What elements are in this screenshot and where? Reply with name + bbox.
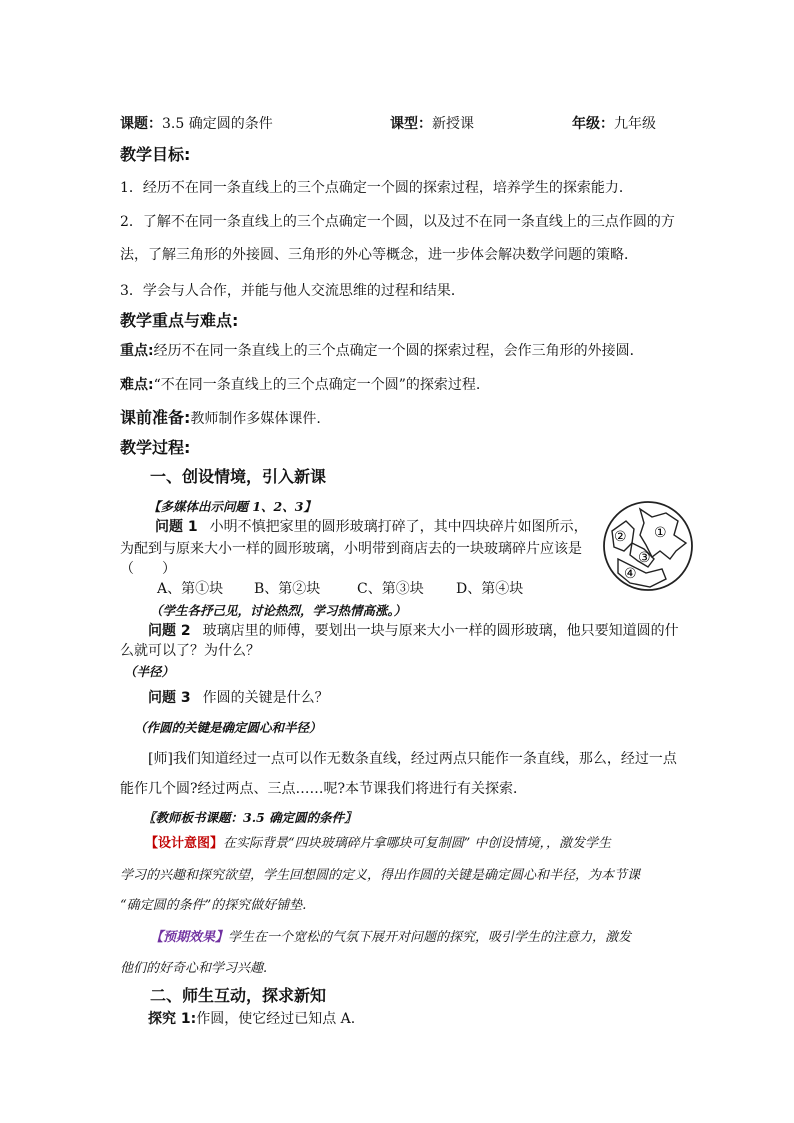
question-2-line-1: [148, 620, 679, 640]
question-1-line-2: 为配到与原来大小一样的圆形玻璃，小明带到商店去的一块玻璃碎片应该是: [120, 541, 582, 557]
design-label: 【设计意图】: [145, 836, 224, 851]
explore-1: [148, 1008, 355, 1028]
fragment-label-1: ①: [654, 525, 667, 541]
key-label: 重点:: [120, 343, 154, 359]
question-1-label: 问题 1: [155, 519, 198, 535]
option-d: D、第④块: [456, 581, 524, 597]
goal-item-3: 3．学会与人合作，并能与他人交流思维的过程和结果．: [120, 283, 465, 299]
prep-label: 课前准备:: [120, 408, 191, 427]
topic-value: 3.5 确定圆的条件: [162, 116, 273, 132]
teacher-line-2: 能作几个圆?经过两点、三点……呢?本节课我们将进行有关探索．: [120, 781, 528, 797]
fragment-label-3: ③: [638, 550, 651, 566]
difficulty-point: [120, 374, 480, 394]
section-1-title: 一、创设情境，引入新课: [150, 467, 327, 486]
goal-item-1: 1．经历不在同一条直线上的三个点确定一个圆的探索过程，培养学生的探索能力．: [120, 180, 633, 196]
question-3: [148, 687, 329, 707]
difficulty-text: “不在同一条直线上的三个点确定一个圆”的探索过程.: [153, 377, 481, 393]
option-c: C、第③块: [357, 581, 424, 597]
grade-value: 九年级: [614, 116, 656, 132]
question-3-answer: （作圆的关键是确定圆心和半径）: [134, 720, 322, 735]
question-1-answer-note: （学生各抒己见，讨论热烈，学习热情高涨。）: [150, 603, 407, 618]
design-line-2: 学习的兴趣和探究欲望，学生回想圆的定义，得出作圆的关键是确定圆心和半径，为本节课: [120, 868, 641, 883]
option-a: A、第①块: [157, 581, 224, 597]
key-text: 经历不在同一条直线上的三个点确定一个圆的探索过程，会作三角形的外接圆．: [153, 343, 644, 359]
teacher-line-1: [师]我们知道经过一点可以作无数条直线，经过两点只能作一条直线，那么，经过一点: [148, 751, 677, 767]
board-note: 〖教师板书课题：3.5 确定圆的条件〗: [143, 810, 357, 825]
broken-glass-figure: [600, 499, 696, 597]
section-2-title: 二、师生互动，探求新知: [150, 986, 327, 1005]
prep-text: 教师制作多媒体课件.: [190, 411, 321, 427]
question-2-answer: （半径）: [124, 664, 175, 679]
question-1-paren: （ ）: [120, 561, 176, 577]
header-type: [390, 113, 474, 133]
effect-label: 【预期效果】: [150, 930, 229, 945]
effect-line-2: 他们的好奇心和学习兴趣.: [120, 961, 268, 976]
type-label: 课型：: [390, 116, 432, 132]
effect-line-1: [150, 926, 631, 945]
process-heading: 教学过程:: [120, 438, 191, 457]
goal-item-2-line-2: 法，了解三角形的外接圆、三角形的外心等概念，进一步体会解决数学问题的策略．: [120, 247, 638, 263]
question-2-text: 玻璃店里的师傅，要划出一块与原来大小一样的圆形玻璃，他只要知道圆的什: [202, 623, 679, 639]
design-line-3: “确定圆的条件”的探究做好铺垫.: [120, 898, 307, 913]
goals-heading: 教学目标:: [120, 145, 191, 164]
key-heading: 教学重点与难点:: [120, 311, 239, 330]
key-point: [120, 340, 644, 360]
question-2-line-2: 么就可以了？为什么？: [120, 643, 260, 659]
grade-label: 年级：: [572, 116, 614, 132]
explore-text: 作圆，使它经过已知点 A.: [196, 1011, 356, 1027]
prep: [120, 405, 321, 428]
question-3-label: 问题 3: [148, 690, 191, 706]
option-b: B、第②块: [254, 581, 321, 597]
type-value: 新授课: [432, 116, 474, 132]
effect-text-1: 学生在一个宽松的气氛下展开对问题的探究，吸引学生的注意力，激发: [228, 930, 632, 945]
fragment-label-4: ④: [624, 566, 637, 582]
explore-label: 探究 1:: [148, 1011, 197, 1027]
header-grade: [572, 113, 656, 133]
design-text-1: 在实际背景“四块玻璃碎片拿哪块可复制圆” 中创设情境，，激发学生: [223, 836, 611, 851]
fragment-label-2: ②: [614, 529, 627, 545]
difficulty-label: 难点:: [120, 377, 154, 393]
design-line-1: [145, 832, 611, 851]
broken-glass-svg: [600, 499, 696, 593]
goal-item-2-line-1: 2．了解不在同一条直线上的三个点确定一个圆，以及过不在同一条直线上的三点作圆的方: [120, 214, 675, 230]
header-topic: [120, 113, 273, 133]
question-1-text: 小明不慎把家里的圆形玻璃打碎了，其中四块碎片如图所示，: [209, 519, 588, 535]
glass-outline: [604, 502, 692, 590]
question-3-text: 作圆的关键是什么？: [202, 690, 329, 706]
topic-label: 课题：: [120, 116, 162, 132]
question-2-label: 问题 2: [148, 623, 191, 639]
media-note: 【多媒体出示问题 1、2、3】: [148, 499, 316, 514]
question-1-line-1: [155, 516, 588, 536]
